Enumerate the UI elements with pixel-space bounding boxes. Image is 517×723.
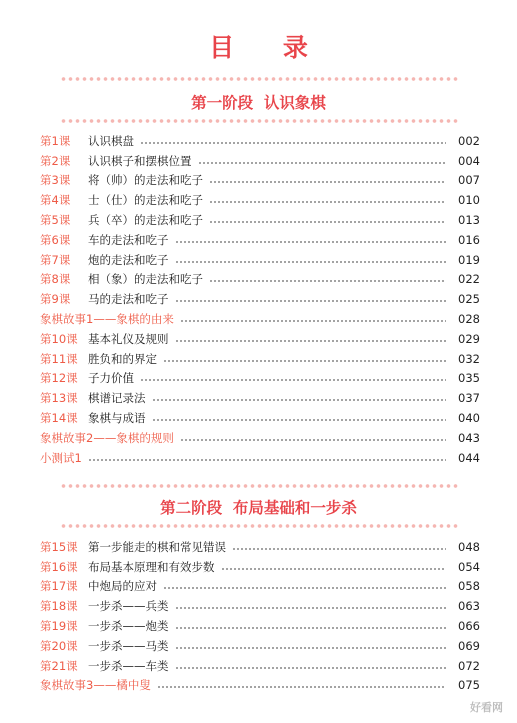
page-number: 069 — [458, 638, 480, 653]
toc-entry[interactable] — [40, 151, 480, 171]
page-number: 013 — [458, 213, 480, 228]
toc-entry[interactable] — [40, 676, 480, 696]
toc-entry[interactable] — [40, 557, 480, 577]
dot-leader — [163, 360, 446, 362]
dot-leader — [88, 459, 446, 461]
toc-entry[interactable] — [40, 289, 480, 309]
toc-entry[interactable] — [40, 596, 480, 616]
entry-title: 一步杀——车类 — [88, 658, 169, 673]
entry-title: 棋谱记录法 — [88, 391, 146, 406]
dot-leader — [175, 627, 447, 629]
lesson-number: 第8课 — [40, 272, 71, 287]
lesson-number: 第2课 — [40, 153, 71, 168]
dot-leader — [157, 686, 446, 688]
page-number: 044 — [458, 450, 480, 465]
entry-title: 士（仕）的走法和吃子 — [88, 193, 203, 208]
dot-leader — [180, 439, 446, 441]
dot-leader — [221, 568, 447, 570]
entry-title: 一步杀——兵类 — [88, 599, 169, 614]
page-number: 025 — [458, 292, 480, 307]
entry-title: 车的走法和吃子 — [88, 232, 169, 247]
toc-entry[interactable] — [40, 131, 480, 151]
dot-leader — [140, 379, 446, 381]
dot-leader — [175, 340, 447, 342]
toc-entry[interactable] — [40, 250, 480, 270]
page-number: 019 — [458, 252, 480, 267]
page-number: 035 — [458, 371, 480, 386]
entry-title: 炮的走法和吃子 — [88, 252, 169, 267]
dot-leader — [152, 419, 447, 421]
page-number: 004 — [458, 153, 480, 168]
toc-entry[interactable] — [40, 408, 480, 428]
page-number: 054 — [458, 559, 480, 574]
stage2-heading: 第二阶段 布局基础和一步杀 — [160, 498, 357, 517]
lesson-number: 第4课 — [40, 193, 71, 208]
toc-entry[interactable] — [40, 656, 480, 676]
lesson-number: 第13课 — [40, 391, 78, 406]
lesson-number: 第11课 — [40, 351, 78, 366]
toc-entry[interactable] — [40, 329, 480, 349]
entry-title: 兵（卒）的走法和吃子 — [88, 213, 203, 228]
page-number: 043 — [458, 430, 480, 445]
dot-leader — [209, 280, 446, 282]
page-number: 007 — [458, 173, 480, 188]
dot-leader — [175, 667, 447, 669]
entry-title: 小测试1 — [40, 450, 82, 465]
toc-entry[interactable] — [40, 636, 480, 656]
entry-title: 认识棋盘 — [88, 133, 134, 148]
entry-title: 象棋故事1——象棋的由来 — [40, 312, 174, 327]
page-number: 058 — [458, 579, 480, 594]
page-number: 037 — [458, 391, 480, 406]
lesson-number: 第1课 — [40, 133, 71, 148]
entry-title: 基本礼仪及规则 — [88, 331, 169, 346]
page-number: 075 — [458, 678, 480, 693]
toc-entry[interactable] — [40, 537, 480, 557]
lesson-number: 第10课 — [40, 331, 78, 346]
toc-entry[interactable] — [40, 210, 480, 230]
lesson-number: 第5课 — [40, 213, 71, 228]
dot-leader — [175, 647, 447, 649]
toc-entry[interactable] — [40, 270, 480, 290]
dot-leader — [175, 261, 447, 263]
dot-leader — [232, 548, 446, 550]
toc-entry[interactable] — [40, 190, 480, 210]
page-number: 022 — [458, 272, 480, 287]
page-number: 028 — [458, 312, 480, 327]
stage2-toc — [40, 537, 480, 695]
divider-dots — [60, 76, 458, 82]
page-title: 目 录 — [209, 33, 328, 62]
lesson-number: 第21课 — [40, 658, 78, 673]
entry-title: 象棋故事3——橘中叟 — [40, 678, 151, 693]
lesson-number: 第6课 — [40, 232, 71, 247]
dot-leader — [209, 201, 446, 203]
dot-leader — [209, 181, 446, 183]
entry-title: 一步杀——马类 — [88, 638, 169, 653]
page-number: 040 — [458, 411, 480, 426]
divider-dots — [60, 118, 458, 124]
divider-dots — [60, 483, 458, 489]
entry-title: 胜负和的界定 — [88, 351, 157, 366]
dot-leader — [175, 300, 447, 302]
entry-title: 子力价值 — [88, 371, 134, 386]
toc-entry[interactable] — [40, 309, 480, 329]
dot-leader — [209, 221, 446, 223]
lesson-number: 第12课 — [40, 371, 78, 386]
dot-leader — [140, 142, 446, 144]
dot-leader — [163, 587, 446, 589]
page-number: 002 — [458, 133, 480, 148]
toc-entry[interactable] — [40, 171, 480, 191]
page-number: 072 — [458, 658, 480, 673]
toc-entry[interactable] — [40, 388, 480, 408]
page-number: 048 — [458, 539, 480, 554]
page-number: 066 — [458, 619, 480, 634]
lesson-number: 第7课 — [40, 252, 71, 267]
stage1-heading: 第一阶段 认识象棋 — [191, 93, 326, 112]
entry-title: 象棋故事2——象棋的规则 — [40, 430, 174, 445]
toc-entry[interactable] — [40, 616, 480, 636]
divider-dots — [60, 523, 458, 529]
dot-leader — [175, 607, 447, 609]
toc-entry[interactable] — [40, 230, 480, 250]
watermark-logo: 好看网 — [470, 701, 503, 714]
toc-entry[interactable] — [40, 428, 480, 448]
entry-title: 布局基本原理和有效步数 — [88, 559, 215, 574]
dot-leader — [198, 162, 447, 164]
entry-title: 中炮局的应对 — [88, 579, 157, 594]
dot-leader — [152, 399, 447, 401]
page-number: 016 — [458, 232, 480, 247]
dot-leader — [180, 320, 446, 322]
toc-entry[interactable] — [40, 369, 480, 389]
page-number: 029 — [458, 331, 480, 346]
lesson-number: 第3课 — [40, 173, 71, 188]
toc-entry[interactable] — [40, 577, 480, 597]
entry-title: 马的走法和吃子 — [88, 292, 169, 307]
lesson-number: 第15课 — [40, 539, 78, 554]
stage1-toc — [40, 131, 480, 468]
entry-title: 象棋与成语 — [88, 411, 146, 426]
lesson-number: 第16课 — [40, 559, 78, 574]
entry-title: 一步杀——炮类 — [88, 619, 169, 634]
entry-title: 相（象）的走法和吃子 — [88, 272, 203, 287]
lesson-number: 第14课 — [40, 411, 78, 426]
toc-entry[interactable] — [40, 448, 480, 468]
page-number: 032 — [458, 351, 480, 366]
lesson-number: 第17课 — [40, 579, 78, 594]
entry-title: 第一步能走的棋和常见错误 — [88, 539, 226, 554]
entry-title: 将（帅）的走法和吃子 — [88, 173, 203, 188]
toc-entry[interactable] — [40, 349, 480, 369]
page-number: 010 — [458, 193, 480, 208]
page-number: 063 — [458, 599, 480, 614]
lesson-number: 第18课 — [40, 599, 78, 614]
entry-title: 认识棋子和摆棋位置 — [88, 153, 192, 168]
lesson-number: 第20课 — [40, 638, 78, 653]
lesson-number: 第19课 — [40, 619, 78, 634]
dot-leader — [175, 241, 447, 243]
lesson-number: 第9课 — [40, 292, 71, 307]
